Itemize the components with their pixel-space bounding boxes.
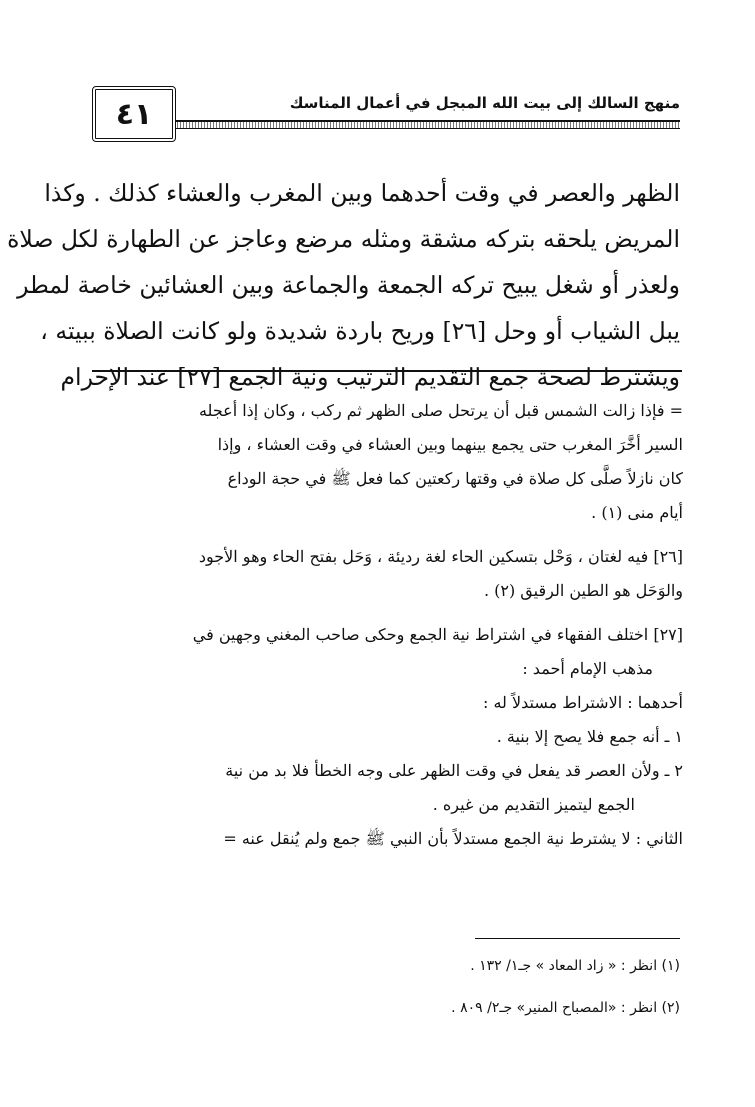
header-rule: [162, 120, 680, 129]
main-line: ويشترط لصحة جمع التقديم الترتيب ونية الجمع [٢٧] عند الإحرام: [60, 363, 680, 391]
main-line: ولعذر أو شغل يبيح تركه الجمعة والجماعة وبين العشائين خاصة لمطر: [17, 271, 680, 299]
page-number: ٤١: [92, 86, 176, 142]
main-line: المريض يلحقه بتركه مشقة ومثله مرضع وعاجز عن الطهارة لكل صلاة: [7, 225, 680, 253]
note-line: ١ ـ أنه جمع فلا يصح إلا بنية .: [496, 727, 683, 746]
footnotes: [451, 945, 680, 1029]
note-line: الثاني : لا يشترط نية الجمع مستدلاً بأن النبي ﷺ جمع ولم يُنقل عنه =: [223, 829, 683, 848]
note-line: مذهب الإمام أحمد :: [522, 659, 653, 678]
footnote-rule: [475, 938, 680, 939]
note-line: السير أخَّرَ المغرب حتى يجمع بينهما وبين العشاء في وقت العشاء ، وإذا: [217, 435, 683, 454]
running-title: منهج السالك إلى بيت الله المبجل في أعمال المناسك: [289, 94, 680, 112]
main-line: يبل الشياب أو وحل [٢٦] وريح باردة شديدة ولو كانت الصلاة ببيته ،: [40, 317, 680, 345]
commentary-notes: [95, 394, 683, 866]
note-26: [95, 540, 683, 608]
note-line: [٢٧] اختلف الفقهاء في اشتراط نية الجمع وحكى صاحب المغني وجهين في: [192, 625, 683, 644]
note-line: أحدهما : الاشتراط مستدلاً له :: [482, 693, 683, 712]
note-line: والوَحَل هو الطين الرقيق (٢) .: [483, 581, 683, 600]
note-line: [٢٦] فيه لغتان ، وَحْل بتسكين الحاء لغة رديئة ، وَحَل بفتح الحاء وهو الأجود: [198, 547, 683, 566]
page-header: [92, 78, 680, 138]
main-line: الظهر والعصر في وقت أحدهما وبين المغرب والعشاء كذلك . وكذا: [44, 179, 680, 207]
note-line: = فإذا زالت الشمس قبل أن يرتحل صلى الظهر ثم ركب ، وكان إذا أعجله: [198, 401, 683, 420]
note-line: الجمع ليتميز التقديم من غيره .: [432, 795, 635, 814]
note-line: كان نازلاً صلَّى كل صلاة في وقتها ركعتين كما فعل ﷺ في حجة الوداع: [227, 469, 683, 488]
note-27: [95, 618, 683, 856]
footnote-2: (٢) انظر : «المصباح المنير» جـ٢/ ٨٠٩ .: [451, 1000, 680, 1016]
footnote-1: (١) انظر : « زاد المعاد » جـ١/ ١٣٢ .: [470, 958, 680, 974]
note-line: أيام منى (١) .: [591, 503, 683, 522]
main-text: [7, 170, 680, 400]
note-line: ٢ ـ ولأن العصر قد يفعل في وقت الظهر على وجه الخطأ فلا بد من نية: [225, 761, 683, 780]
main-separator-rule: [92, 370, 682, 372]
continued-note: [95, 394, 683, 530]
